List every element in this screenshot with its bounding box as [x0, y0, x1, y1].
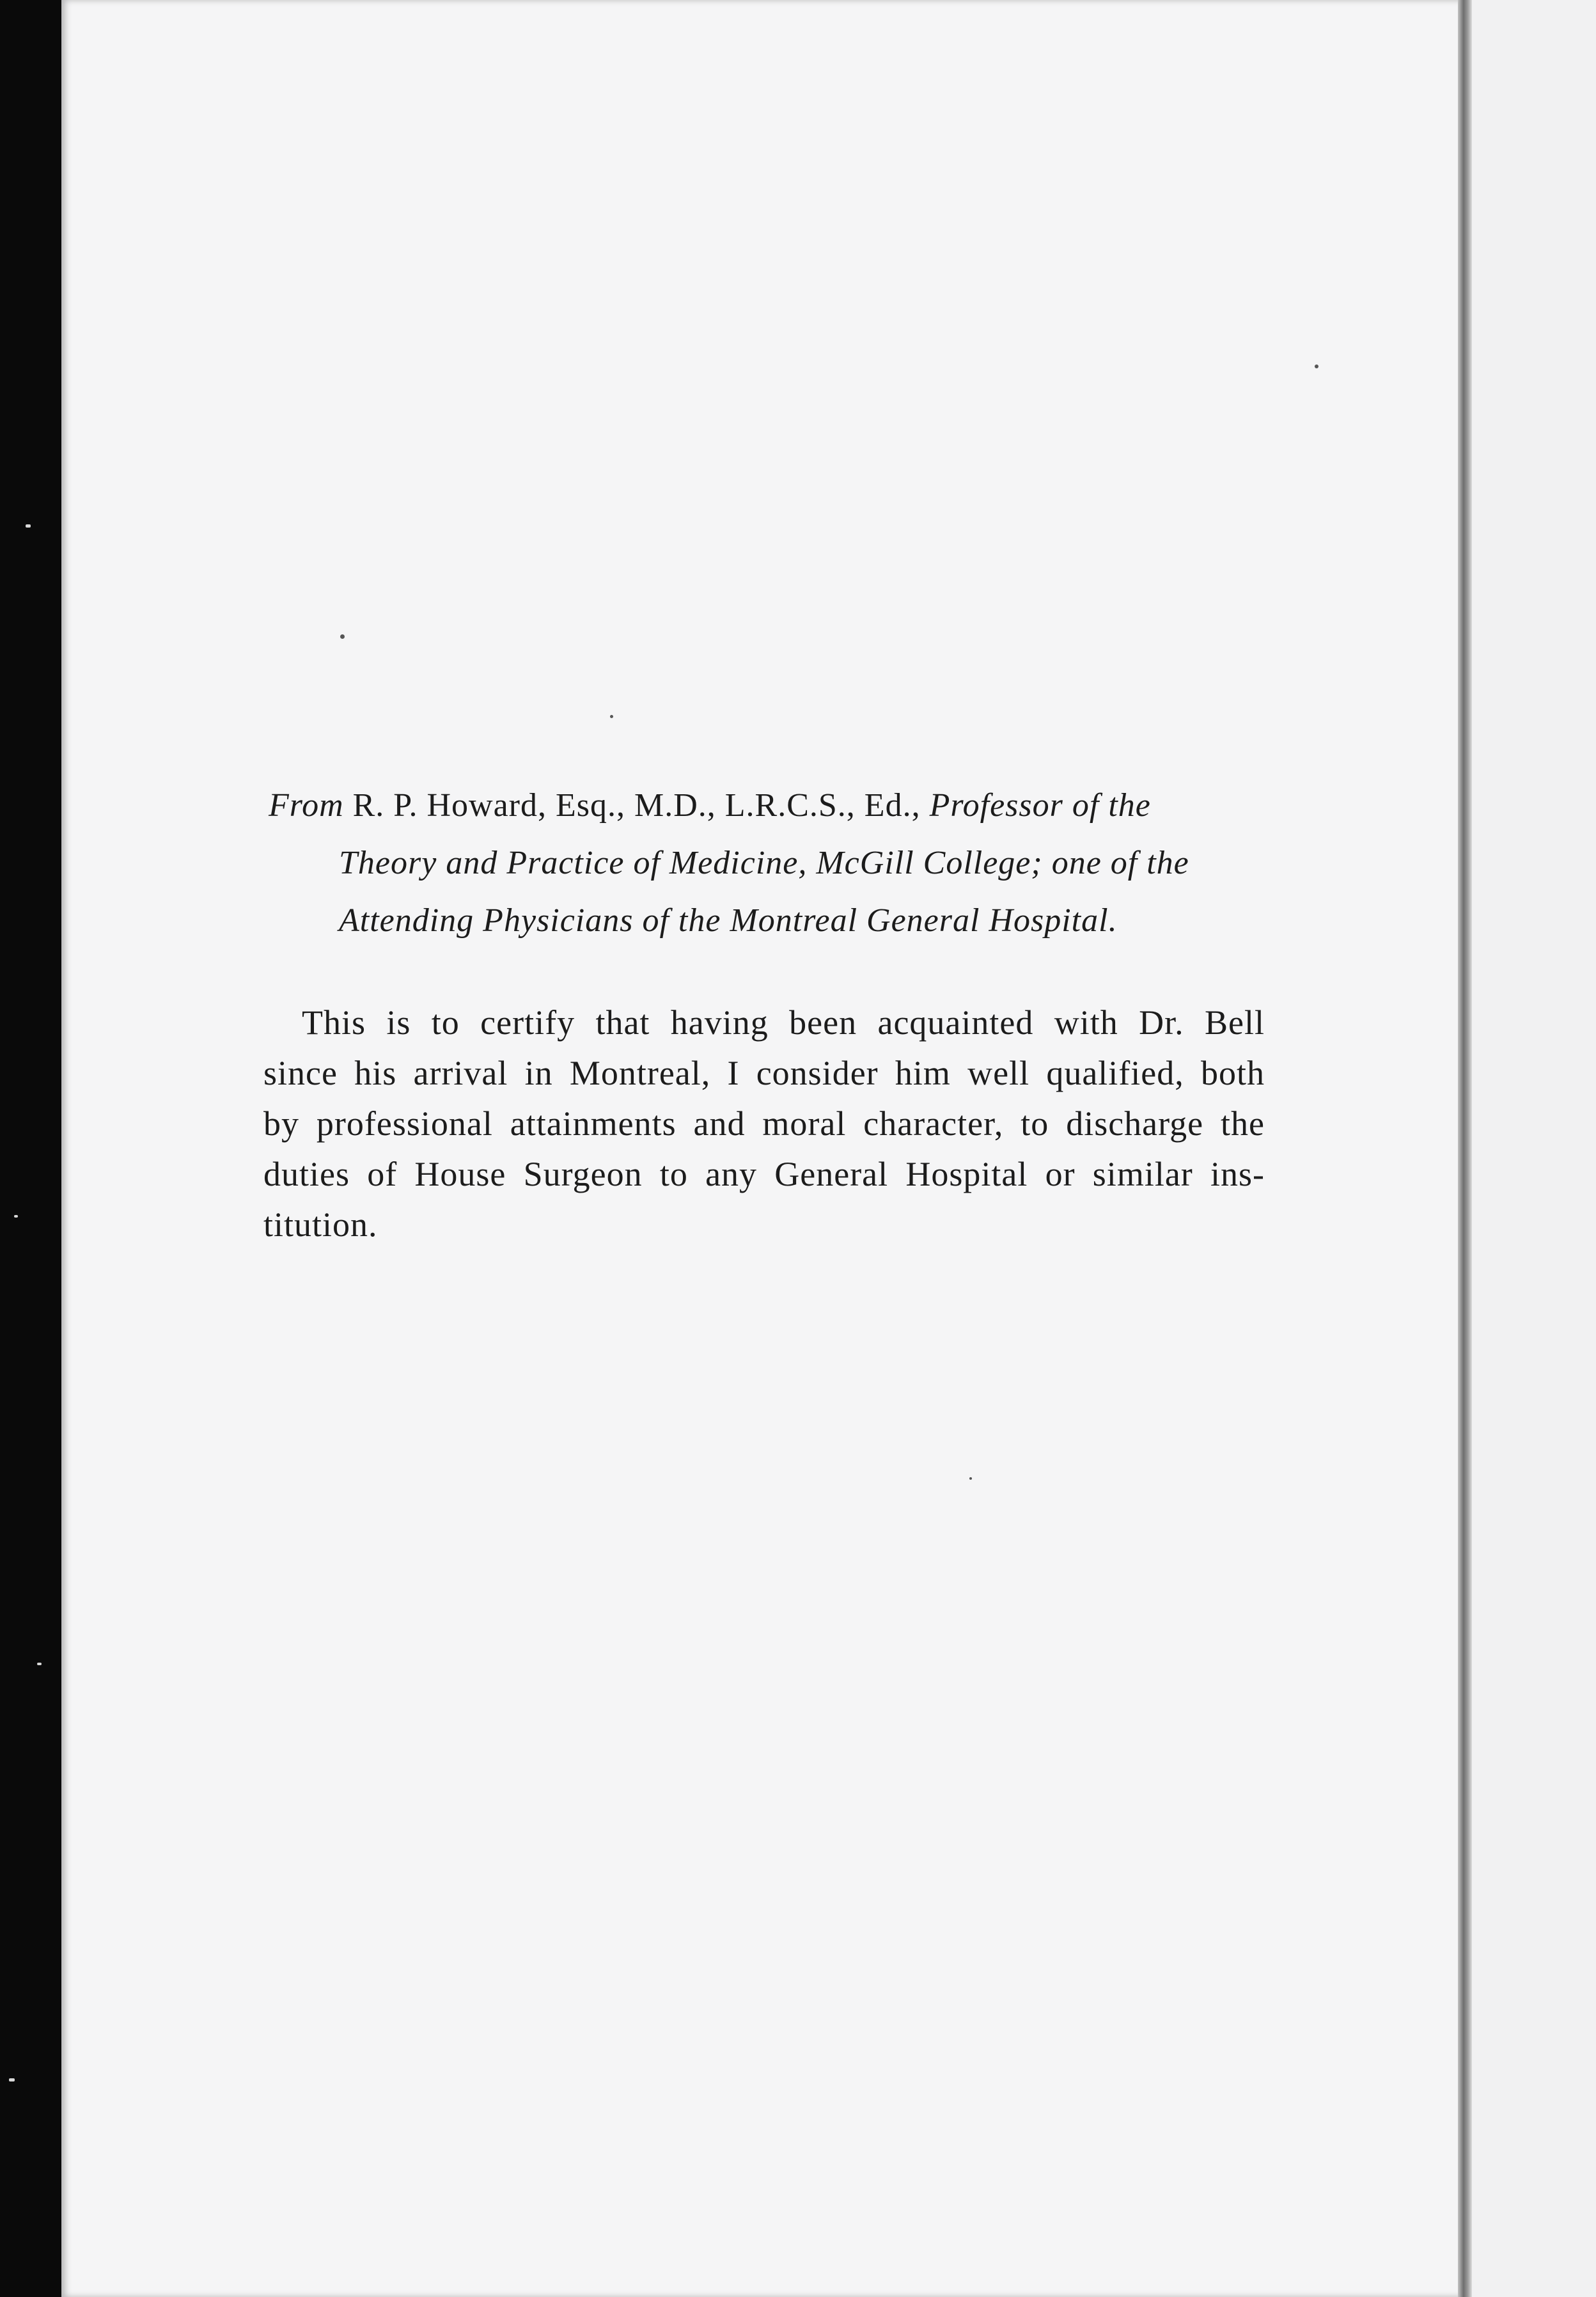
page-speck [610, 715, 613, 718]
body-line: This is to certify that having been acquainted with Dr. Bell [302, 1003, 1265, 1042]
heading-author: R. P. Howard, Esq., M.D., L.R.C.S., Ed., [352, 787, 921, 824]
certificate-body [263, 998, 1265, 1250]
body-line: titution. [263, 1205, 378, 1244]
adjacent-page-edge [1472, 0, 1596, 2297]
scan-fleck [37, 1663, 42, 1665]
heading-line: Theory and Practice of Medicine, McGill College; one of the [339, 845, 1189, 881]
page-gutter [1458, 0, 1472, 2297]
page-speck [969, 1477, 972, 1480]
scan-border-left [0, 0, 61, 2297]
scan-fleck [9, 2078, 15, 2081]
body-line: duties of House Surgeon to any General Hospital or similar ins- [263, 1155, 1265, 1193]
letter-heading [269, 777, 1272, 950]
page-speck [1315, 365, 1318, 368]
heading-line: Attending Physicians of the Montreal General Hospital. [339, 902, 1118, 939]
heading-line [269, 777, 1272, 835]
page-speck [340, 634, 345, 639]
scan-fleck [26, 524, 31, 528]
heading-from: From [269, 787, 344, 824]
scan-fleck [14, 1215, 18, 1218]
body-line: by professional attainments and moral character, to discharge the [263, 1104, 1265, 1143]
heading-title-start: Professor of the [929, 787, 1151, 824]
body-line: since his arrival in Montreal, I consider him well qualified, both [263, 1054, 1265, 1092]
